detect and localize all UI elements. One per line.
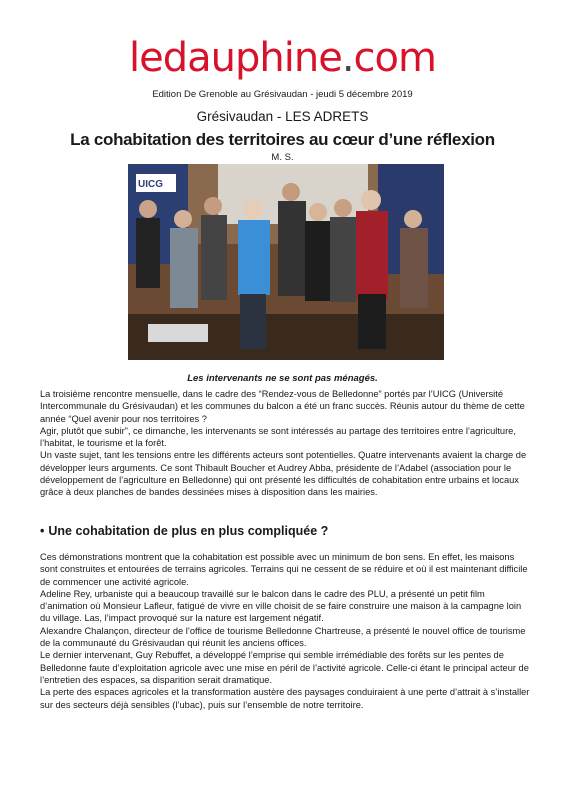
article-author: M. S. xyxy=(271,152,294,163)
group-photo-illustration xyxy=(128,164,444,360)
logo-main: ledauphine xyxy=(129,35,342,81)
site-logo[interactable] xyxy=(0,35,565,81)
paragraph: Agir, plutôt que subir”, ce dimanche, les intervenants se sont intéressés au partage des territoires entre l’agriculture, l’habitat, le tourisme et la forêt. xyxy=(40,425,516,449)
section-title: Une cohabitation de plus en plus compliquée ? xyxy=(48,524,329,538)
paragraph: Ces démonstrations montrent que la cohabitation est possible avec un minimum de bon sens. En effet, les maisons sont construites et entourées de terrains agricoles. Terrains qui ne cessent de se réduire et où il est maintenant difficile de commencer une activité agricole. xyxy=(40,552,528,587)
paragraph: Alexandre Chalançon, directeur de l’office de tourisme Belledonne Chartreuse, a présenté le nouvel office de tourisme de la communauté du Grésivaudan qui réunit les anciens offices. xyxy=(40,625,526,649)
logo-dot: . xyxy=(341,35,354,81)
paragraph: Un vaste sujet, tant les tensions entre les différents acteurs sont potentielles. Quatre intervenants avaient la charge de développer leurs arguments. Ce sont Thibault Boucher et Audrey Abba, présidente de l’Adabel (association pour le développement de l’agriculture en Belledonne) qui ont présenté les difficultés de cohabitation entre urbains et locaux grâce à deux planches de bandes dessinées mises à disposition dans les mairies. xyxy=(40,450,527,498)
intro-text xyxy=(40,388,532,499)
article-kicker: Grésivaudan - LES ADRETS xyxy=(196,109,369,124)
logo-tld: com xyxy=(353,35,436,81)
section-text xyxy=(40,551,532,711)
section-heading xyxy=(40,524,328,538)
svg-text:UICG: UICG xyxy=(138,179,163,190)
paragraph: La perte des espaces agricoles et la transformation austère des paysages conduiraient à une perte d’attrait à s’installer sur des secteurs déjà sensibles (l’ubac), puis sur l’ensemble de notre territoire. xyxy=(40,687,530,710)
photo-caption: Les intervenants ne se sont pas ménagés. xyxy=(187,373,378,384)
paragraph: Adeline Rey, urbaniste qui a beaucoup travaillé sur le balcon dans le cadre des PLU, a présenté un petit film d’animation où Monsieur Lafleur, fatigué de vivre en ville choisit de se faire construire une maison à la campagne loin du village. Las, l’impact provoqué sur la nature est largement négatif. xyxy=(40,588,522,624)
edition-line: Edition De Grenoble au Grésivaudan - jeudi 5 décembre 2019 xyxy=(152,89,413,100)
paragraph: La troisième rencontre mensuelle, dans le cadre des “Rendez-vous de Belledonne” portés par l’UICG (Université Intercommunale du Grésivaudan) et les communes du balcon a été un franc succès. Réunis autour du thème de cette année “Quel avenir pour nos territoires ? xyxy=(40,389,525,424)
bullet-icon: • xyxy=(40,524,45,538)
article-headline: La cohabitation des territoires au cœur d’une réflexion xyxy=(70,130,495,149)
paragraph: Le dernier intervenant, Guy Rebuffet, a développé l’emprise qui semble irrémédiable des forêts sur les pentes de Belledonne faute d’exploitation agricole avec une mise en péril de l’activité agricole. Celle-ci étant le principal acteur de l’entretien des espaces, sa disparition serait dramatique. xyxy=(40,650,529,685)
article-photo xyxy=(128,164,444,360)
